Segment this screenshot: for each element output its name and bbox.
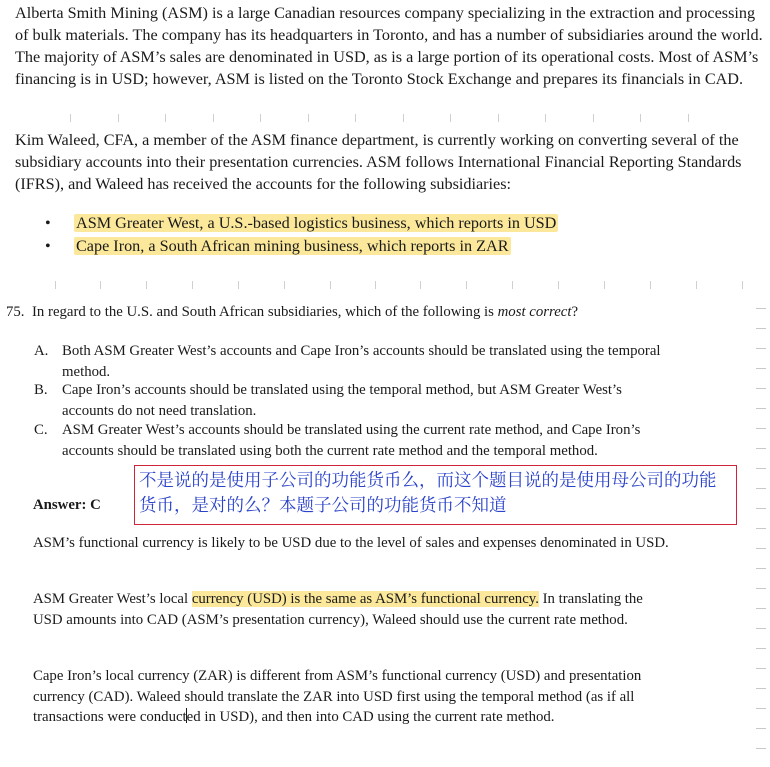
list-item bbox=[45, 212, 558, 235]
explanation-text: ed in USD), and then into CAD using the current rate method. bbox=[186, 709, 555, 725]
explanation-text: Cape Iron’s local currency (ZAR) is different from ASM’s functional currency (USD) and presentation currency (CAD). Waleed should translate the ZAR into USD first using the temporal method (as if all transactions were conduct bbox=[33, 668, 642, 725]
bullet-dot: • bbox=[45, 237, 51, 255]
passage-paragraph-1: Alberta Smith Mining (ASM) is a large Canadian resources company specializing in the extraction and processing of bulk materials. The company has its headquarters in Toronto, and has a number of subsidiaries around the world. The majority of ASM’s sales are denominated in USD, as is a large portion of its operational costs. Most of ASM’s financing is in USD; however, ASM is listed on the Toronto Stock Exchange and prepares its financials in CAD. bbox=[15, 4, 763, 88]
option-letter: A. bbox=[34, 343, 49, 359]
explanation-text: ASM Greater West’s local bbox=[33, 591, 192, 607]
subsidiary-list bbox=[45, 212, 558, 258]
annotation-comment-box[interactable]: 不是说的是使用子公司的功能货币么，而这个题目说的是使用母公司的功能货币，是对的么？本题子公司的功能货币不知道 bbox=[134, 465, 737, 525]
explanation-paragraph-3 bbox=[33, 666, 673, 728]
question-text bbox=[32, 302, 578, 322]
question-emphasis: most correct bbox=[497, 304, 572, 320]
highlighted-text[interactable]: ASM Greater West, a U.S.-based logistics business, which reports in USD bbox=[76, 214, 557, 232]
option-text: Both ASM Greater West’s accounts and Cape Iron’s accounts should be translated using the temporal method. bbox=[62, 343, 661, 380]
highlighted-text[interactable]: currency (USD) is the same as ASM’s functional currency. bbox=[191, 591, 539, 607]
explanation-text: In translating the USD amounts into CAD (ASM’s presentation currency), Waleed should use the current rate method. bbox=[33, 591, 643, 628]
highlighted-text[interactable]: Cape Iron, a South African mining business, which reports in ZAR bbox=[76, 237, 509, 255]
question-text-end: ? bbox=[571, 304, 579, 320]
separator-ticks-mid bbox=[0, 281, 770, 291]
explanation-paragraph-1: ASM’s functional currency is likely to be USD due to the level of sales and expenses denominated in USD. bbox=[33, 535, 669, 551]
option-text: ASM Greater West’s accounts should be translated using the current rate method, and Cape Iron’s accounts should be translated using both the current rate method and the temporal method. bbox=[62, 422, 641, 459]
option-letter: B. bbox=[34, 382, 48, 398]
bullet-dot: • bbox=[45, 214, 51, 232]
explanation-paragraph-2 bbox=[33, 589, 673, 630]
question-number: 75. bbox=[6, 304, 25, 320]
separator-ticks-top bbox=[0, 114, 770, 124]
list-item bbox=[45, 235, 558, 258]
answer-label: Answer: C bbox=[33, 497, 101, 513]
option-text: Cape Iron’s accounts should be translated using the temporal method, but ASM Greater West’s accounts do not need translation. bbox=[62, 382, 622, 419]
passage-paragraph-2: Kim Waleed, CFA, a member of the ASM finance department, is currently working on converting several of the subsidiary accounts into their presentation currencies. ASM follows International Financial Reporting Standards (IFRS), and Waleed has received the accounts for the following subsidiaries: bbox=[15, 131, 742, 193]
question-text-start: In regard to the U.S. and South African subsidiaries, which of the following is bbox=[32, 304, 498, 320]
option-letter: C. bbox=[34, 422, 48, 438]
